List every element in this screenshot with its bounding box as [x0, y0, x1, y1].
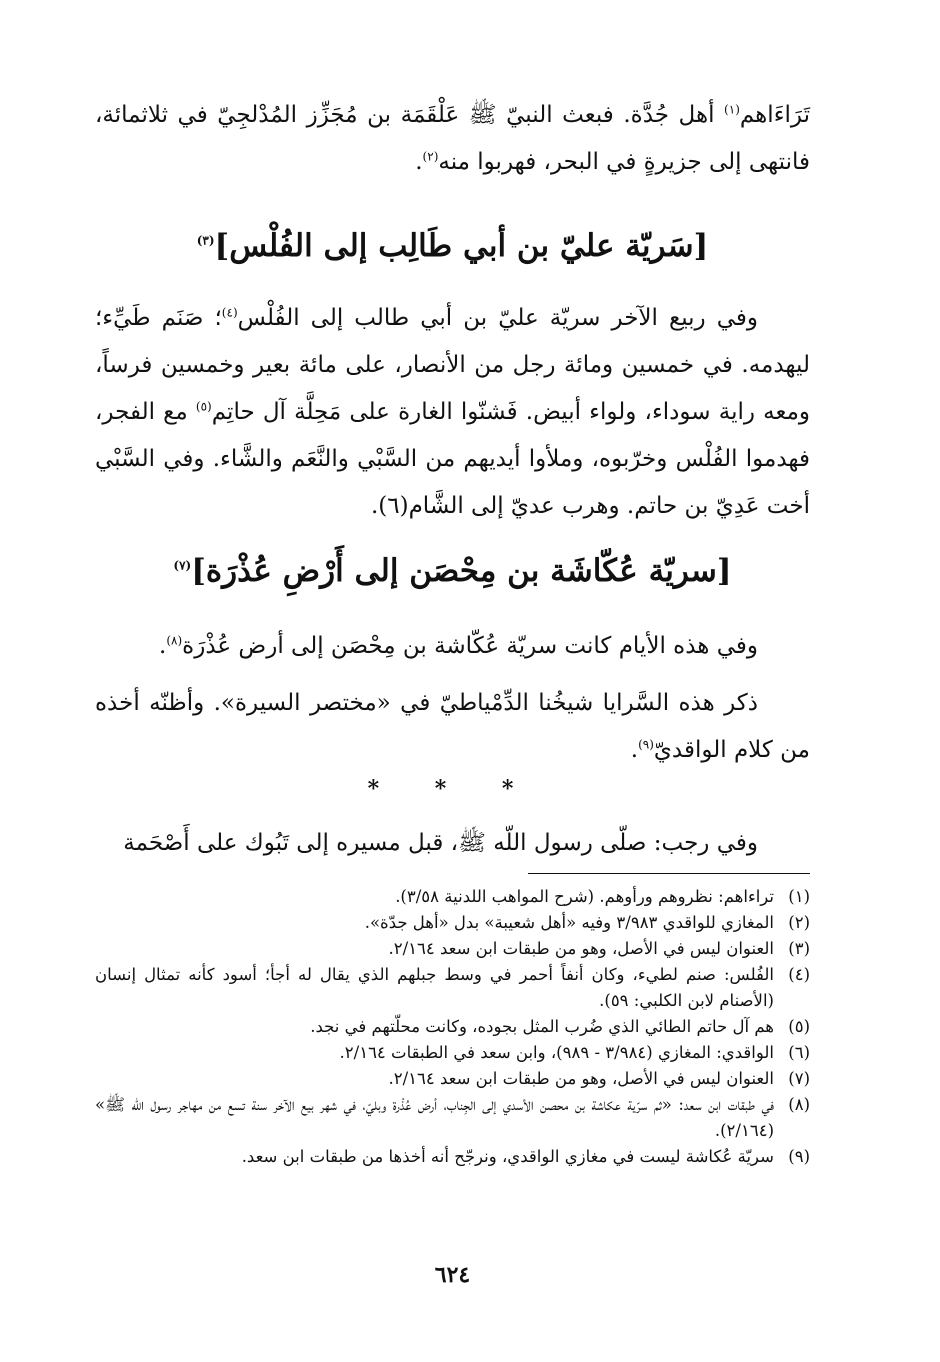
footnote: (٥) هم آل حاتم الطائي الذي ضُرب المثل بجوده، وكانت محلّتهم في نجد. [95, 1014, 810, 1040]
footnote-ref[interactable]: (٢) [422, 149, 439, 164]
paragraph-2: وفي ربيع الآخر سريّة عليّ بن أبي طالب إلى الفُلْس$^{(٤)}$؛ صَنَم طَيِّء؛ ليهدمه. في خمسين ومائة رجل من الأنصار، على مائة بعير وخمسين فرساً، ومعه راية سوداء، ولواء أبيض. فَشنّوا الغارة على مَحِلَّة آل حاتِم$^{(٥)}$ مع الفجر، فهدموا الفُلْس وخرّبوه، وملأوا أيديهم من السَّبْي والنَّعَم والشَّاء. وفي السَّبْي أخت عَدِيّ بن حاتم. وهرب عديّ إلى الشَّام(٦). [95, 305, 810, 519]
footnote: (١) تراءاهم: نظروهم ورأوهم. (شرح المواهب اللدنية ٣/٥٨). [95, 884, 810, 910]
footnote: (٨) في طبقات ابن سعد: «ثم سرّية عكاشة بن محصن الأسدي إلى الجِناب، أرض عُذْرة وبليّ، في شهر بيع الآخر سنة تسع من مهاجر رسول اللّه ﷺ» (٢/١٦٤). [95, 1092, 810, 1144]
footnote-number: (٤) [788, 965, 810, 984]
footnote-number: (٧) [788, 1069, 810, 1088]
footnote-rule [528, 873, 810, 874]
footnote: (٩) سريّة عُكاشة ليست في مغازي الواقدي، ونرجّح أنه أخذها من طبقات ابن سعد. [95, 1144, 810, 1170]
paragraph-1: تَرَاءَاهم$^{(١)}$ أهل جُدَّة. فبعث النبيّ ﷺ عَلْقَمَة بن مُجَزِّز المُدْلجِيّ في ثلاثمائة، فانتهى إلى جزيرةٍ في البحر، فهربوا منه$^{(٢)}$. [95, 102, 810, 175]
paragraph-3: وفي هذه الأيام كانت سريّة عُكّاشة بن مِحْصَن إلى أرض عُذْرَة$^{(٨)}$. [159, 633, 758, 659]
footnote-number: (٢) [788, 913, 810, 932]
footnote-ref[interactable]: (٣) [196, 233, 215, 248]
page-number: ٦٢٤ [434, 1262, 471, 1288]
footnotes-list [95, 884, 810, 1170]
footnote-ref[interactable]: (٧) [173, 558, 192, 573]
footnote: (٦) الواقدي: المغازي (٣/٩٨٤ - ٩٨٩)، وابن سعد في الطبقات ٢/١٦٤. [95, 1040, 810, 1066]
section-separator: * * * [367, 776, 538, 802]
footnote-ref[interactable]: (١) [724, 102, 740, 117]
footnote: (٧) العنوان ليس في الأصل، وهو من طبقات ابن سعد ٢/١٦٤. [95, 1066, 810, 1092]
footnote-number: (٥) [788, 1017, 810, 1036]
footnote-ref[interactable]: (٩) [638, 737, 654, 752]
section-heading-2: [سريّة عُكّاشَة بن مِحْصَن إلى أَرْضِ عُذْرَة]$^{(٧)}$ [173, 553, 732, 589]
section-heading-1: [سَريّة عليّ بن أبي طَالِب إلى الفُلْس]$^{(٣)}$ [196, 228, 709, 264]
book-page [95, 0, 810, 1362]
footnote-ref[interactable]: (٨) [166, 633, 183, 648]
footnote: (٤) الفُلس: صنم لطيء، وكان أنفاً أحمر في وسط جبلهم الذي يقال له أجأ؛ أسود كأنه تمثال إنسان (الأصنام لابن الكلبي: ٥٩). [95, 962, 810, 1014]
footnote-number: (٩) [788, 1147, 810, 1166]
footnote-ref[interactable]: (٤) [221, 305, 238, 320]
footnote-number: (٦) [788, 1043, 810, 1062]
paragraph-5: وفي رجب: صلّى رسول اللّه ﷺ، قبل مسيره إلى تَبُوك على أَصْحَمة [123, 830, 758, 856]
footnote: (٢) المغازي للواقدي ٣/٩٨٣ وفيه «أهل شعيبة» بدل «أهل جدّة». [95, 910, 810, 936]
footnote-ref[interactable]: (٥) [195, 399, 212, 414]
footnote-number: (٣) [788, 939, 810, 958]
paragraph-4: ذكر هذه السَّرايا شيخُنا الدِّمْياطيّ في «مختصر السيرة». وأظنّه أخذه من كلام الواقديّ$^{(٩)}$. [95, 690, 810, 763]
footnote-number: (٨) [788, 1095, 810, 1114]
footnote: (٣) العنوان ليس في الأصل، وهو من طبقات ابن سعد ٢/١٦٤. [95, 936, 810, 962]
footnote-number: (١) [788, 887, 810, 906]
